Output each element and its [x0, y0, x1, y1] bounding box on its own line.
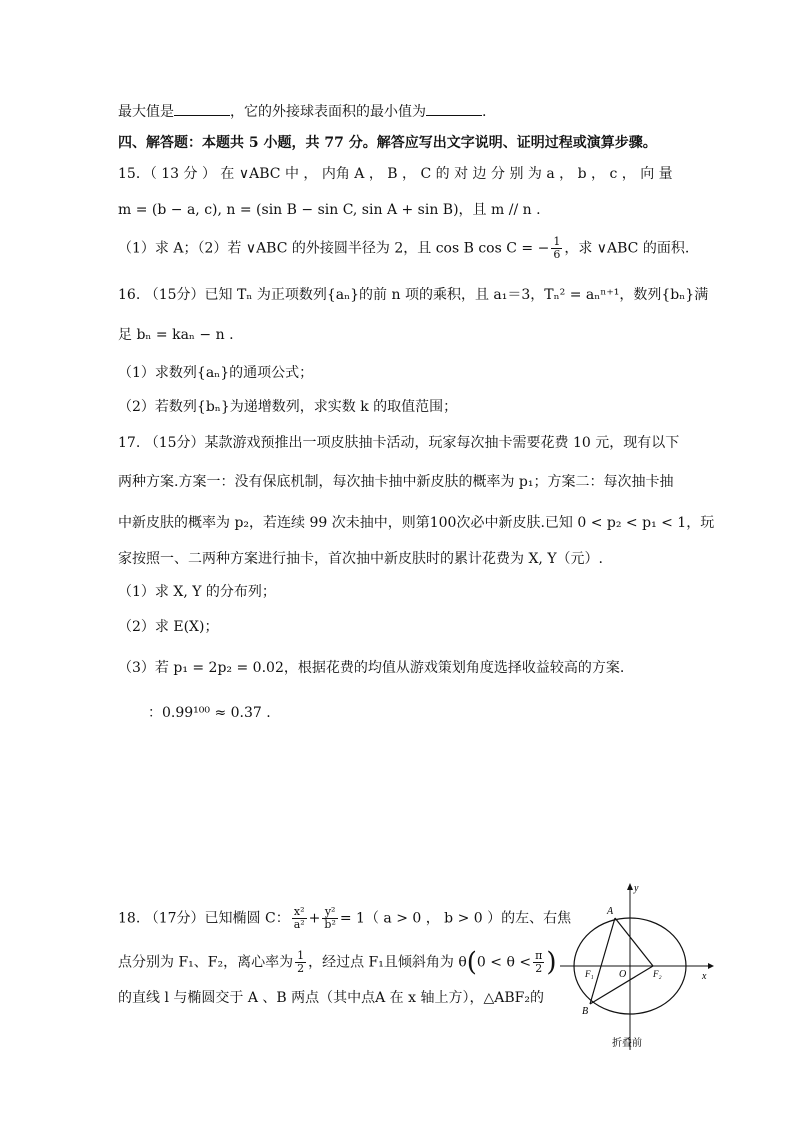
q18-line3: 的直线 l 与椭圆交于 A 、B 两点（其中点A 在 x 轴上方），△ABF₂的 [118, 990, 544, 1006]
q15-line1: 15．（ 13 分 ） 在 ∨ABC 中 ， 内角 A ， B ， C 的 对 边 分 别 为 a ， b ， c ， 向 量 [118, 166, 673, 182]
fraction-one-half [295, 950, 306, 975]
q15-line2: m = (b − a, c), n = (sin B − sin C, sin A + sin B)，且 m // n . [118, 202, 541, 218]
label-y: y [634, 883, 639, 894]
fraction-x2-a2 [292, 906, 307, 931]
q16-part2: （2）若数列{bₙ}为递增数列，求实数 k 的取值范围； [118, 399, 458, 415]
q15-line3 [118, 236, 689, 261]
q18-line2-a: 点分别为 F₁、F₂，离心率为 [118, 954, 294, 971]
q18-line2 [118, 947, 557, 978]
fill-prefix: 最大值是 [118, 104, 174, 120]
frac-den: b² [324, 918, 336, 931]
q18-line1 [118, 906, 571, 931]
right-paren: ) [546, 947, 557, 978]
x-axis-arrow [708, 963, 714, 969]
answer-blank-2[interactable] [426, 103, 482, 116]
frac-num: y² [322, 906, 337, 919]
figure-caption: 折叠前 [612, 1038, 642, 1049]
frac-den: 6 [553, 248, 561, 261]
answer-blank-1[interactable] [174, 103, 230, 116]
y-axis-arrow [627, 883, 633, 890]
label-A: A [607, 906, 614, 917]
q18-line2-c: 0 < θ < [476, 954, 532, 971]
q17-part3: （3）若 p₁ = 2p₂ = 0.02，根据花费的均值从游戏策划角度选择收益较高的方案. [118, 660, 625, 676]
q17-line2: 两种方案.方案一：没有保底机制，每次抽卡抽中新皮肤的概率为 p₁；方案二：每次抽卡抽 [118, 474, 674, 490]
q15-line3-a: （1）求 A；（2）若 ∨ABC 的外接圆半径为 2，且 cos B cos C = − [118, 240, 550, 257]
q18-line1-a: 18. （17分）已知椭圆 C： [118, 910, 290, 927]
q16-part1: （1）求数列{aₙ}的通项公式； [118, 365, 314, 381]
frac-num: 1 [553, 235, 561, 248]
frac-den: 2 [297, 962, 305, 975]
fraction-y2-b2 [322, 906, 337, 931]
fraction-pi-half [533, 950, 544, 975]
fill-middle: ，它的外接球表面积的最小值为 [230, 104, 426, 120]
frac-num: π [535, 949, 543, 962]
q16-line1: 16. （15分）已知 Tₙ 为正项数列{aₙ}的前 n 项的乘积，且 a₁＝3，Tₙ² = aₙⁿ⁺¹，数列{bₙ}满 [118, 287, 709, 303]
q17-line4: 家按照一、二两种方案进行抽卡，首次抽中新皮肤时的累计花费为 X, Y（元）. [118, 551, 604, 567]
frac-den: a² [293, 918, 305, 931]
frac-num: x² [292, 906, 307, 919]
plus-sign: + [308, 910, 321, 927]
q17-part1: （1）求 X, Y 的分布列； [118, 584, 276, 600]
q18-line2-b: ，经过点 F₁且倾斜角为 θ [308, 954, 467, 971]
q17-line1: 17. （15分）某款游戏预推出一项皮肤抽卡活动，玩家每次抽卡需要花费 10 元，现有以下 [118, 435, 680, 451]
q18-line1-b: = 1（ a > 0 ， b > 0 ）的左、右焦 [339, 910, 572, 927]
label-B: B [582, 1006, 589, 1017]
segment-AF2 [615, 918, 653, 966]
fraction-one-sixth [551, 236, 562, 261]
label-x: x [702, 971, 707, 982]
ellipse-figure [560, 880, 720, 1055]
q15-line3-b: ，求 ∨ABC 的面积. [564, 240, 690, 257]
fill-blank-line [118, 102, 486, 122]
label-F2: F₂ [653, 969, 662, 979]
label-O: O [619, 969, 627, 980]
q16-line2: 足 bₙ = kaₙ − n . [118, 327, 234, 343]
q17-note: ：0.99¹⁰⁰ ≈ 0.37 . [148, 705, 271, 721]
label-F1: F₁ [585, 969, 594, 979]
left-paren: ( [466, 947, 477, 978]
frac-den: 2 [535, 962, 543, 975]
section-heading: 四、解答题：本题共 5 小题，共 77 分。解答应写出文字说明、证明过程或演算步骤。 [118, 135, 657, 151]
fill-end: . [482, 104, 487, 120]
q17-part2: （2）求 E(X)； [118, 619, 219, 635]
frac-num: 1 [297, 949, 305, 962]
q17-line3: 中新皮肤的概率为 p₂，若连续 99 次未抽中，则第100次必中新皮肤.已知 0 < p₂ < p₁ < 1，玩 [118, 515, 715, 531]
